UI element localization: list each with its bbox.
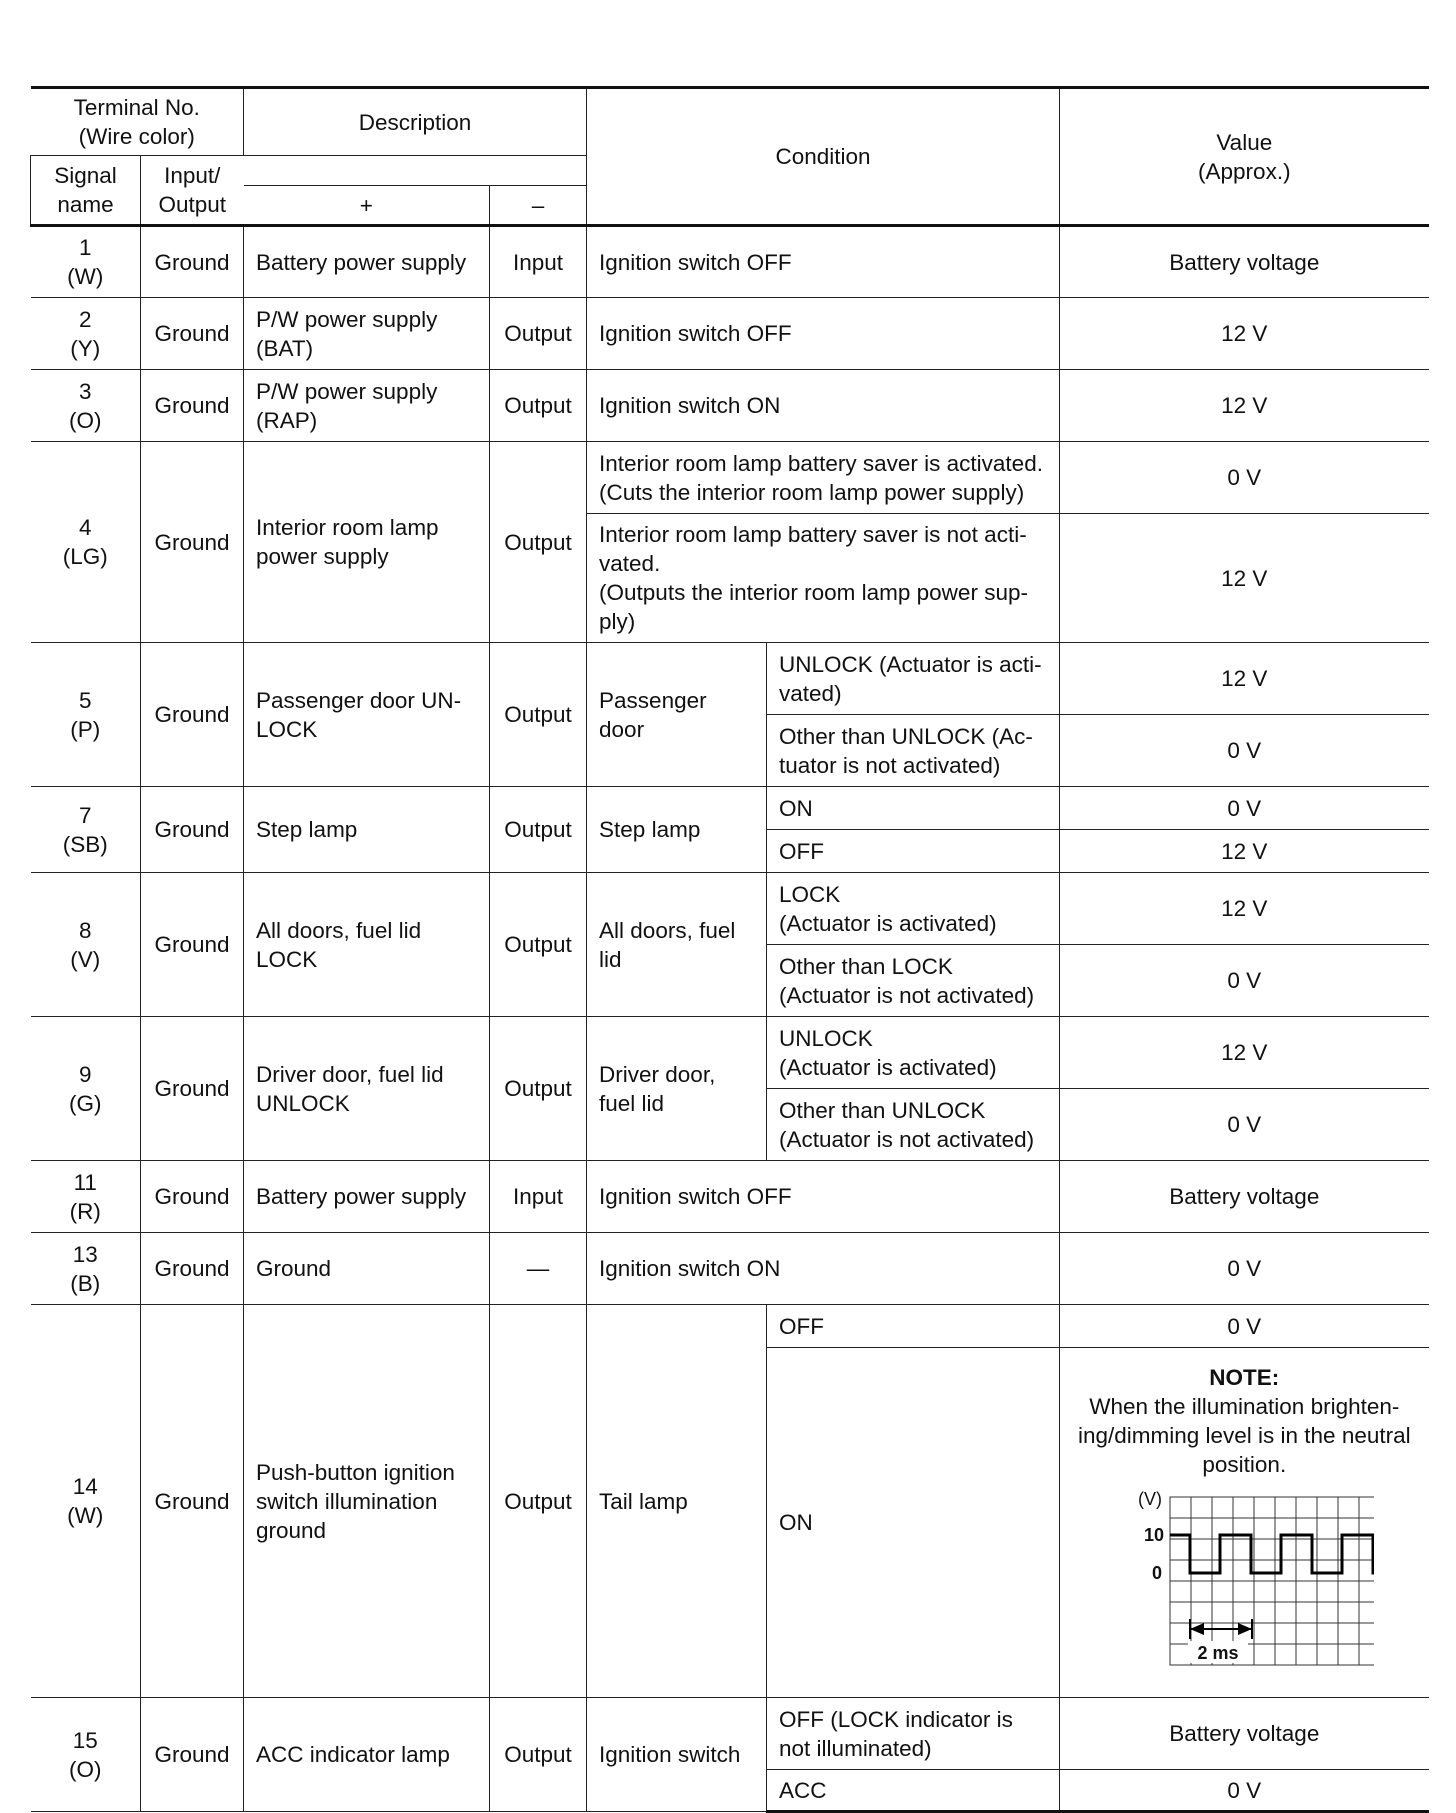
value: 12 V xyxy=(1060,830,1429,873)
waveform-trace xyxy=(1170,1535,1374,1573)
terminal-number: 15 (O) xyxy=(31,1698,141,1812)
terminal-number: 7 (SB) xyxy=(31,787,141,873)
sub-condition: ACC xyxy=(767,1770,1060,1812)
minus-terminal: Ground xyxy=(141,1305,244,1698)
signal-name: Ground xyxy=(244,1233,490,1305)
minus-terminal: Ground xyxy=(141,1161,244,1233)
signal-name: Driver door, fuel lid UNLOCK xyxy=(244,1017,490,1161)
input-output: Input xyxy=(490,226,587,298)
terminal-number: 13 (B) xyxy=(31,1233,141,1305)
value: 12 V xyxy=(1060,873,1429,945)
table-row xyxy=(31,1305,1429,1348)
y-unit-label: (V) xyxy=(1138,1489,1163,1509)
input-output: Output xyxy=(490,1698,587,1812)
signal-name: P/W power supply (RAP) xyxy=(244,370,490,442)
value: 0 V xyxy=(1060,715,1429,787)
terminal-number: 2 (Y) xyxy=(31,298,141,370)
minus-terminal: Ground xyxy=(141,1698,244,1812)
period-label: 2 ms xyxy=(1197,1643,1239,1663)
condition: Ignition switch xyxy=(587,1698,767,1812)
condition: Ignition switch OFF xyxy=(587,226,1060,298)
waveform-chart xyxy=(1114,1489,1374,1677)
table-row xyxy=(31,787,1429,830)
table-row xyxy=(31,1698,1429,1770)
waveform-grid xyxy=(1170,1497,1374,1665)
table-row xyxy=(31,370,1429,442)
terminal-number: 11 (R) xyxy=(31,1161,141,1233)
table-row xyxy=(31,442,1429,514)
value: 12 V xyxy=(1060,514,1429,643)
condition: Ignition switch ON xyxy=(587,370,1060,442)
input-output: Output xyxy=(490,1017,587,1161)
input-output: Output xyxy=(490,787,587,873)
condition: Interior room lamp battery saver is activated. (Cuts the interior room lamp power supply) xyxy=(587,442,1060,514)
value: Battery voltage xyxy=(1060,226,1429,298)
sub-condition: ON xyxy=(767,1348,1060,1698)
y-low-label: 0 xyxy=(1152,1563,1163,1583)
sub-condition: Other than UNLOCK (Actuator is not activated) xyxy=(767,1089,1060,1161)
table-row xyxy=(31,226,1429,298)
header-minus: – xyxy=(490,186,587,226)
condition: Ignition switch OFF xyxy=(587,1161,1060,1233)
value: 0 V xyxy=(1060,1305,1429,1348)
table-row xyxy=(31,643,1429,715)
condition: Driver door, fuel lid xyxy=(587,1017,767,1161)
signal-name: Battery power supply xyxy=(244,1161,490,1233)
signal-name: Interior room lamp power supply xyxy=(244,442,490,643)
input-output: Output xyxy=(490,298,587,370)
table-header xyxy=(31,88,1429,226)
sub-condition: ON xyxy=(767,787,1060,830)
value: 12 V xyxy=(1060,643,1429,715)
table-row xyxy=(31,873,1429,945)
signal-name: Passenger door UN- LOCK xyxy=(244,643,490,787)
input-output: Output xyxy=(490,873,587,1017)
value: Battery voltage xyxy=(1060,1161,1429,1233)
table-row xyxy=(31,1161,1429,1233)
value: 12 V xyxy=(1060,370,1429,442)
terminal-number: 14 (W) xyxy=(31,1305,141,1698)
header-condition: Condition xyxy=(587,88,1060,226)
note-heading: NOTE: xyxy=(1209,1365,1280,1390)
header-signal-name: Signal name xyxy=(31,156,141,226)
sub-condition: LOCK (Actuator is activated) xyxy=(767,873,1060,945)
terminal-number: 3 (O) xyxy=(31,370,141,442)
table-row xyxy=(31,1017,1429,1089)
value: 0 V xyxy=(1060,1770,1429,1812)
sub-condition: OFF xyxy=(767,1305,1060,1348)
minus-terminal: Ground xyxy=(141,442,244,643)
signal-name: Battery power supply xyxy=(244,226,490,298)
signal-name: Step lamp xyxy=(244,787,490,873)
terminal-number: 9 (G) xyxy=(31,1017,141,1161)
value: 0 V xyxy=(1060,442,1429,514)
waveform-figure xyxy=(1072,1489,1417,1684)
terminal-number: 1 (W) xyxy=(31,226,141,298)
condition: Passenger door xyxy=(587,643,767,787)
input-output: Output xyxy=(490,370,587,442)
value: 0 V xyxy=(1060,1233,1429,1305)
minus-terminal: Ground xyxy=(141,643,244,787)
input-output: — xyxy=(490,1233,587,1305)
minus-terminal: Ground xyxy=(141,787,244,873)
signal-name: ACC indicator lamp xyxy=(244,1698,490,1812)
condition: Interior room lamp battery saver is not acti- vated. (Outputs the interior room lamp power sup- ply) xyxy=(587,514,1060,643)
sub-condition: UNLOCK (Actuator is acti- vated) xyxy=(767,643,1060,715)
input-output: Output xyxy=(490,643,587,787)
input-output: Input xyxy=(490,1161,587,1233)
condition: Tail lamp xyxy=(587,1305,767,1698)
header-description: Description xyxy=(244,88,587,156)
minus-terminal: Ground xyxy=(141,873,244,1017)
period-marker xyxy=(1190,1619,1252,1639)
signal-name: All doors, fuel lid LOCK xyxy=(244,873,490,1017)
minus-terminal: Ground xyxy=(141,370,244,442)
terminal-table xyxy=(30,86,1429,1813)
value: 12 V xyxy=(1060,298,1429,370)
sub-condition: OFF xyxy=(767,830,1060,873)
terminal-number: 8 (V) xyxy=(31,873,141,1017)
sub-condition: Other than UNLOCK (Ac- tuator is not activated) xyxy=(767,715,1060,787)
condition: Ignition switch OFF xyxy=(587,298,1060,370)
value: 0 V xyxy=(1060,945,1429,1017)
signal-name: Push-button ignition switch illumination ground xyxy=(244,1305,490,1698)
terminal-number: 5 (P) xyxy=(31,643,141,787)
header-terminal: Terminal No. (Wire color) xyxy=(31,88,244,156)
header-plus: + xyxy=(244,186,490,226)
table-row xyxy=(31,298,1429,370)
value: 0 V xyxy=(1060,787,1429,830)
minus-terminal: Ground xyxy=(141,226,244,298)
table-row xyxy=(31,1233,1429,1305)
input-output: Output xyxy=(490,442,587,643)
minus-terminal: Ground xyxy=(141,298,244,370)
value: 0 V xyxy=(1060,1089,1429,1161)
minus-terminal: Ground xyxy=(141,1017,244,1161)
input-output: Output xyxy=(490,1305,587,1698)
condition: Step lamp xyxy=(587,787,767,873)
sub-condition: OFF (LOCK indicator is not illuminated) xyxy=(767,1698,1060,1770)
value: Battery voltage xyxy=(1060,1698,1429,1770)
value: 12 V xyxy=(1060,1017,1429,1089)
condition: Ignition switch ON xyxy=(587,1233,1060,1305)
minus-terminal: Ground xyxy=(141,1233,244,1305)
condition: All doors, fuel lid xyxy=(587,873,767,1017)
signal-name: P/W power supply (BAT) xyxy=(244,298,490,370)
header-value: Value (Approx.) xyxy=(1060,88,1429,226)
terminal-number: 4 (LG) xyxy=(31,442,141,643)
sub-condition: UNLOCK (Actuator is activated) xyxy=(767,1017,1060,1089)
value-note-cell xyxy=(1060,1348,1429,1698)
note-text: When the illumination brighten- ing/dimming level is in the neutral position. xyxy=(1077,1394,1411,1477)
sub-condition: Other than LOCK (Actuator is not activated) xyxy=(767,945,1060,1017)
y-high-label: 10 xyxy=(1144,1525,1165,1545)
header-input-output: Input/ Output xyxy=(141,156,244,226)
